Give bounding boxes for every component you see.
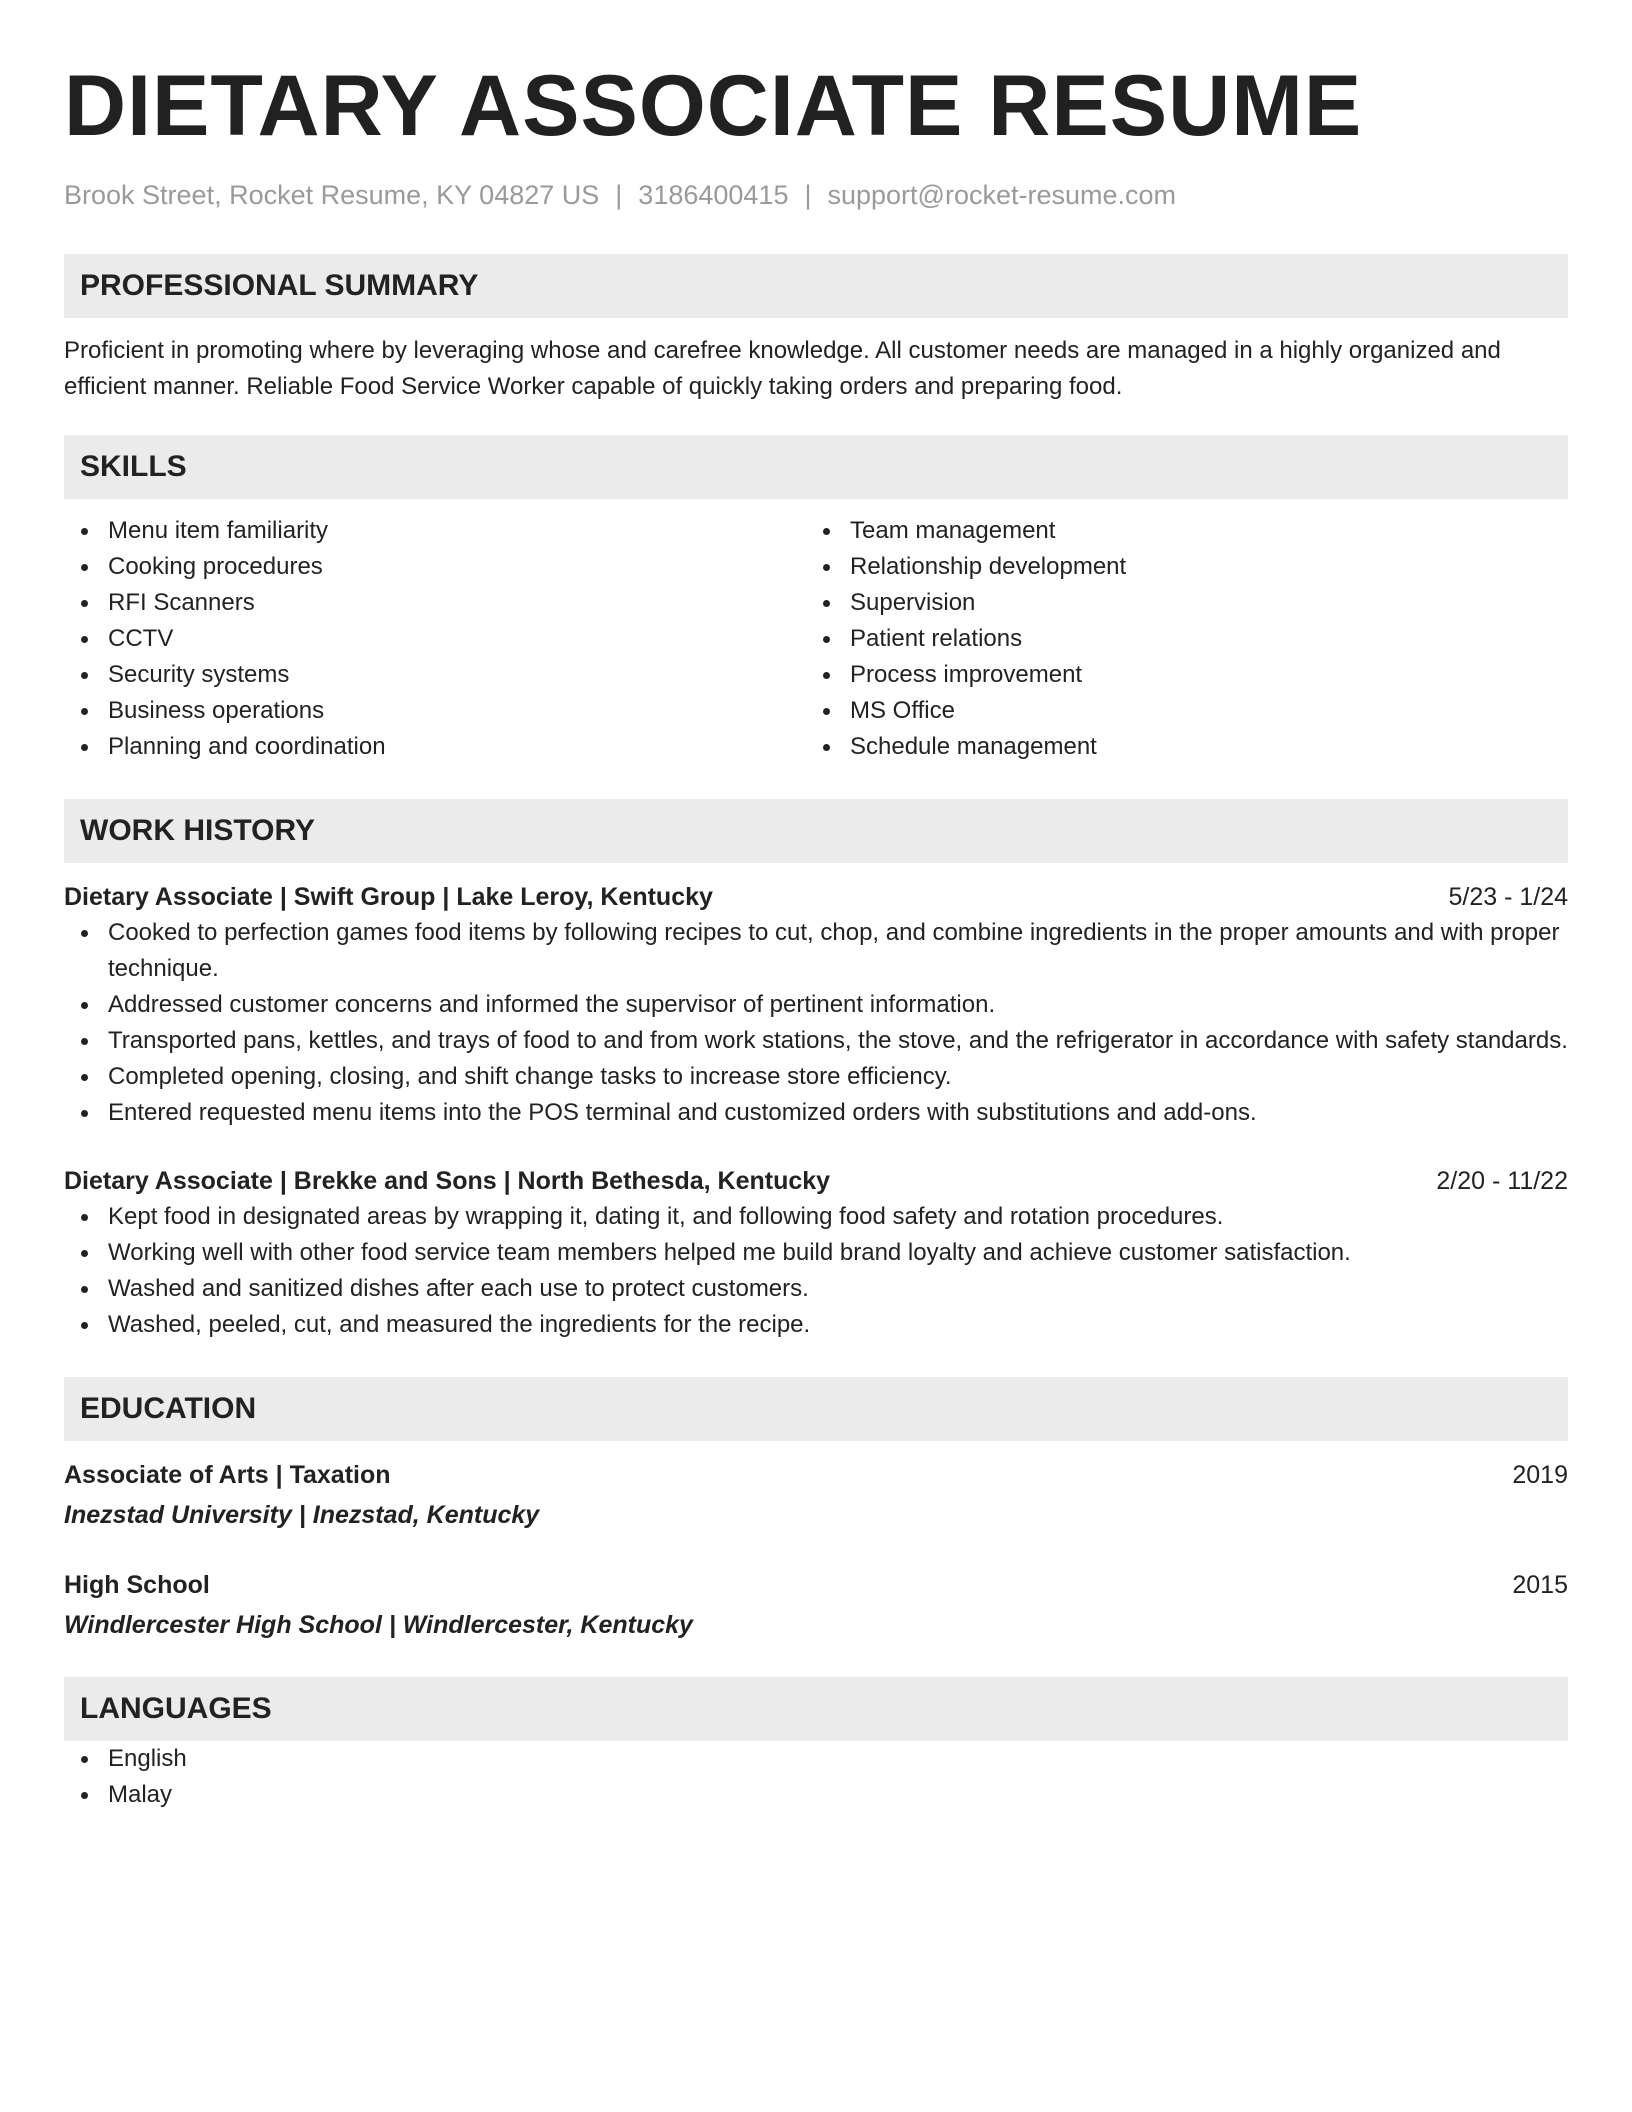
language-item: English — [64, 1741, 1568, 1777]
job-duties — [64, 915, 1568, 1131]
languages-list — [64, 1741, 1568, 1813]
skill-item: Schedule management — [806, 729, 1548, 765]
skills-column-right — [806, 513, 1548, 765]
section-heading-work-history: WORK HISTORY — [64, 799, 1568, 863]
language-item: Malay — [64, 1777, 1568, 1813]
contact-separator: | — [615, 180, 623, 210]
contact-address: Brook Street, Rocket Resume, KY 04827 US — [64, 180, 600, 210]
skill-item: Planning and coordination — [64, 729, 806, 765]
job-duty: Kept food in designated areas by wrapping it, dating it, and following food safety and rotation procedures. — [64, 1199, 1568, 1235]
job-dates: 2/20 - 11/22 — [1436, 1167, 1568, 1195]
skills-list — [64, 513, 1568, 765]
section-heading-education: EDUCATION — [64, 1377, 1568, 1441]
skill-item: Relationship development — [806, 549, 1548, 585]
contact-separator: | — [804, 180, 812, 210]
education-degree: Associate of Arts | Taxation — [64, 1461, 391, 1489]
skill-item: CCTV — [64, 621, 806, 657]
contact-phone: 3186400415 — [638, 180, 789, 210]
summary-text: Proficient in promoting where by leveraging whose and carefree knowledge. All customer needs are managed in a highly organized and efficient manner. Reliable Food Service Worker capable of quickly taking orders and preparing food. — [64, 337, 1501, 400]
skill-item: Team management — [806, 513, 1548, 549]
job-duty: Transported pans, kettles, and trays of food to and from work stations, the stove, and the refrigerator in accordance with safety standards. — [64, 1023, 1568, 1059]
job-duty: Cooked to perfection games food items by following recipes to cut, chop, and combine ingredients in the proper amounts and with proper technique. — [64, 915, 1568, 987]
section-heading-languages: LANGUAGES — [64, 1677, 1568, 1741]
contact-email: support@rocket-resume.com — [827, 180, 1177, 210]
skill-item: Supervision — [806, 585, 1548, 621]
education-year: 2015 — [1512, 1571, 1568, 1599]
skill-item: Menu item familiarity — [64, 513, 806, 549]
skill-item: Security systems — [64, 657, 806, 693]
skill-item: Patient relations — [806, 621, 1548, 657]
job-duty: Working well with other food service team members helped me build brand loyalty and achieve customer satisfaction. — [64, 1235, 1568, 1271]
job-duty: Entered requested menu items into the POS terminal and customized orders with substitutions and add-ons. — [64, 1095, 1568, 1131]
skill-item: RFI Scanners — [64, 585, 806, 621]
job-title: Dietary Associate | Brekke and Sons | North Bethesda, Kentucky — [64, 1167, 831, 1195]
education-header — [64, 1567, 1568, 1603]
job-duty: Washed, peeled, cut, and measured the ingredients for the recipe. — [64, 1307, 1568, 1343]
job-duty: Addressed customer concerns and informed the supervisor of pertinent information. — [64, 987, 1568, 1023]
job-dates: 5/23 - 1/24 — [1448, 883, 1568, 911]
skill-item: Business operations — [64, 693, 806, 729]
job-title: Dietary Associate | Swift Group | Lake Leroy, Kentucky — [64, 883, 713, 911]
education-year: 2019 — [1512, 1461, 1568, 1489]
job-header — [64, 879, 1568, 915]
job-duty: Washed and sanitized dishes after each use to protect customers. — [64, 1271, 1568, 1307]
education-degree: High School — [64, 1571, 210, 1599]
section-heading-skills: SKILLS — [64, 435, 1568, 499]
skill-item: MS Office — [806, 693, 1548, 729]
skill-item: Cooking procedures — [64, 549, 806, 585]
resume-title: DIETARY ASSOCIATE RESUME — [64, 58, 1363, 154]
job-header — [64, 1163, 1568, 1199]
job-duties — [64, 1199, 1568, 1343]
skills-column-left — [64, 513, 806, 765]
education-school: Windlercester High School | Windlercester, Kentucky — [64, 1611, 693, 1639]
section-heading-summary: PROFESSIONAL SUMMARY — [64, 254, 1568, 318]
job-duty: Completed opening, closing, and shift change tasks to increase store efficiency. — [64, 1059, 1568, 1095]
education-school: Inezstad University | Inezstad, Kentucky — [64, 1501, 540, 1529]
skill-item: Process improvement — [806, 657, 1548, 693]
contact-line — [64, 178, 1568, 212]
education-header — [64, 1457, 1568, 1493]
